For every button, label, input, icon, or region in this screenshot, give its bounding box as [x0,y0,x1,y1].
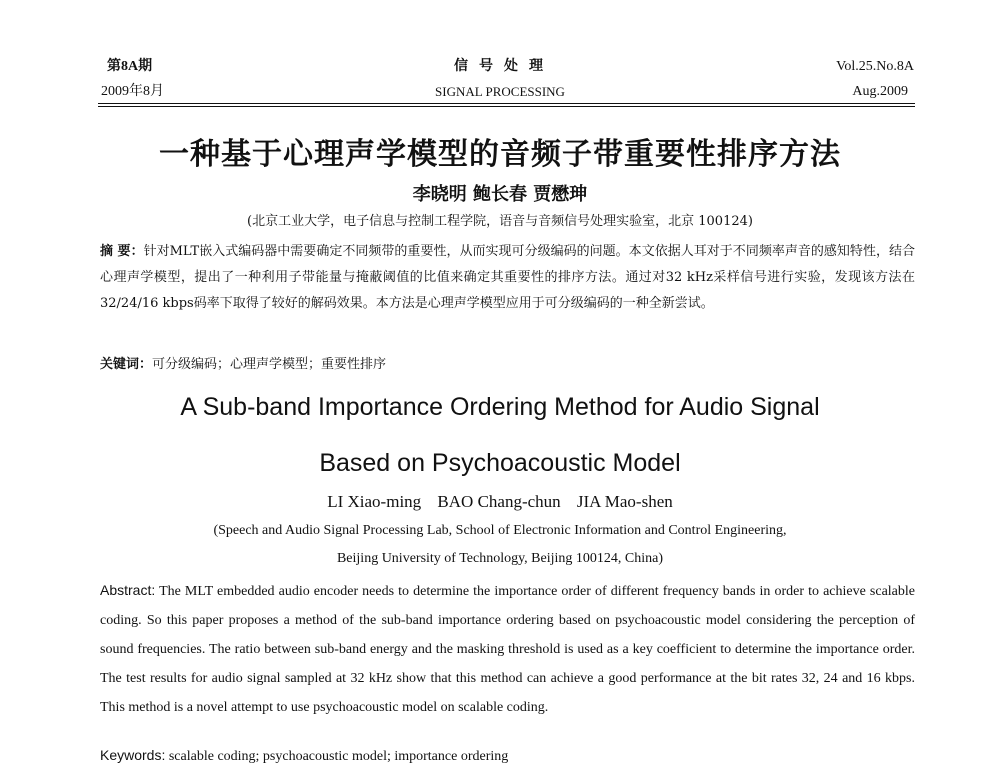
paper-title-en-line1: A Sub-band Importance Ordering Method for Audio Signal [180,393,820,421]
abstract-cn [100,239,915,317]
volume-number: Vol.25.No.8A [836,59,914,74]
affiliation-en-line1: (Speech and Audio Signal Processing Lab, School of Electronic Information and Control Engineering, [213,523,787,538]
abstract-en-text: The MLT embedded audio encoder needs to determine the importance order of different frequency bands in order to achieve scalable coding. So this paper proposes a method of the sub-band importance ordering based on psychoacoustic model considering the perception of sound frequencies. The ratio between sub-band energy and the masking threshold is used as a key coefficient to determine the importance order. The test results for audio signal sampled at 32 kHz show that this method can achieve a good performance at the bit rates 32, 24 and 16 kbps. This method is a novel attempt to use psychoacoustic model on scalable coding. [100,584,915,715]
paper-title-cn: 一种基于心理声学模型的音频子带重要性排序方法 [159,137,841,172]
header-rule-top [98,103,915,104]
author-1: LI Xiao-ming [327,492,422,511]
abstract-cn-label: 摘 要： [100,244,144,259]
journal-title-en: SIGNAL PROCESSING [435,84,565,99]
authors-en [0,491,1000,513]
keywords-en-label: Keywords: [100,747,166,763]
header-rule-bottom [98,106,915,107]
issue-date: 2009年8月 [101,84,164,99]
abstract-en [100,576,915,722]
keywords-en-text: scalable coding; psychoacoustic model; importance ordering [168,749,509,764]
issue-month: Aug.2009 [852,84,908,99]
affiliation-en-line2: Beijing University of Technology, Beijing 100124, China) [336,551,664,566]
keywords-cn [100,356,386,374]
paper-title-en-line2: Based on Psychoacoustic Model [319,449,681,477]
keywords-cn-text: 可分级编码；心理声学模型；重要性排序 [152,357,387,372]
keywords-cn-label: 关键词： [100,357,153,372]
abstract-cn-text: 针对MLT嵌入式编码器中需要确定不同频带的重要性，从而实现可分级编码的问题。本文依据人耳对于不同频率声音的感知特性，结合心理声学模型，提出了一种利用子带能量与掩蔽阈值的比值来确定其重要性的排序方法。通过对32 kHz采样信号进行实验，发现该方法在32/24/16 kbps码率下取得了较好的解码效果。本方法是心理声学模型应用于可分级编码的一种全新尝试。 [100,244,915,311]
issue-number: 第8A期 [107,59,153,74]
abstract-en-label: Abstract: [100,582,156,598]
author-2: BAO Chang-chun [437,492,561,511]
affiliation-cn: (北京工业大学，电子信息与控制工程学院，语音与音频信号处理实验室，北京 100124) [247,214,753,229]
authors-cn: 李晓明 鲍长春 贾懋珅 [412,184,588,205]
keywords-en [100,746,508,766]
journal-title-cn: 信号处理 [454,59,554,74]
author-3: JIA Mao-shen [576,492,673,511]
